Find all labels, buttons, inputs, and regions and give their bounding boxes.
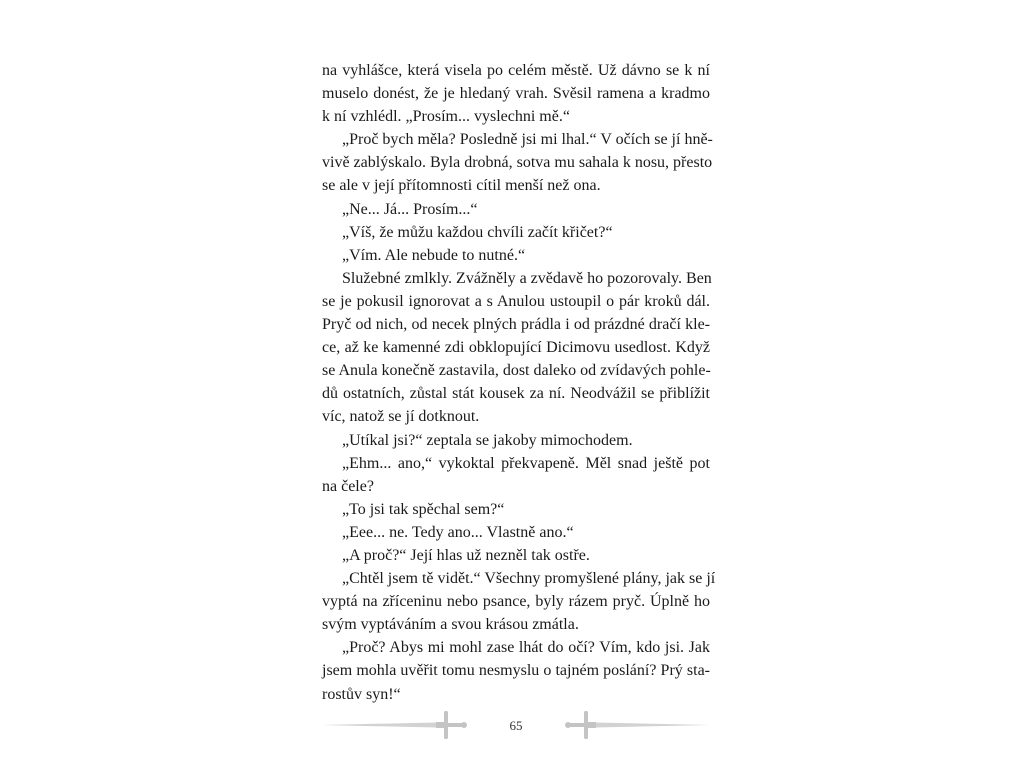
page-number: 65 [509,718,523,733]
text-line: muselo donést, že je hledaný vrah. Svěsil ramena a kradmo [322,85,710,103]
text-line: ce, až ke kamenné zdi obklopující Dicimovu usedlost. Když [322,339,710,357]
text-line: „A proč?“ Její hlas už nezněl tak ostře. [342,546,590,564]
body-text [322,59,716,706]
text-line: Pryč od nich, od necek plných prádla i od prázdné dračí kle- [322,316,710,334]
text-line: dů ostatních, zůstal stát kousek za ní. Neodvážil se přiblížit [322,385,710,403]
text-line: „Víš, že můžu každou chvíli začít křičet?“ [342,223,613,241]
text-line: „Ne... Já... Prosím...“ [342,200,478,218]
text-line: „Proč bych měla? Posledně jsi mi lhal.“ V očích se jí hně- [342,131,713,149]
text-line: se ale v její přítomnosti cítil menší než ona. [322,177,601,195]
text-line: vyptá na zříceninu nebo psance, byly rázem pryč. Úplně ho [322,593,710,611]
text-line: „Chtěl jsem tě vidět.“ Všechny promyšlené plány, jak se jí [342,570,716,588]
text-line: na vyhlášce, která visela po celém městě. Už dávno se k ní [322,62,710,79]
text-line: Služebné zmlkly. Zvážněly a zvědavě ho pozorovaly. Ben [342,269,712,287]
text-line: rostův syn!“ [322,685,401,703]
text-line: vivě zablýskalo. Byla drobná, sotva mu sahala k nosu, přesto [322,154,713,172]
text-line: „Proč? Abys mi mohl zase lhát do očí? Vím, kdo jsi. Jak [342,639,710,657]
text-line: „Ehm... ano,“ vykoktal překvapeně. Měl snad ještě pot [342,454,710,472]
text-line: se Anula konečně zastavila, dost daleko od zvídavých pohle- [322,362,711,380]
text-line: na čele? [322,477,374,495]
text-line: „Eee... ne. Tedy ano... Vlastně ano.“ [342,523,574,541]
text-line: svým vyptáváním a svou krásou zmátla. [322,616,579,634]
text-line: víc, natož se jí dotknout. [322,408,480,426]
page-footer [318,708,714,744]
text-line: k ní vzhlédl. „Prosím... vyslechni mě.“ [322,108,570,126]
text-line: se je pokusil ignorovat a s Anulou ustoupil o pár kroků dál. [322,292,710,310]
text-line: „Vím. Ale nebude to nutné.“ [342,246,526,264]
text-line: „Utíkal jsi?“ zeptala se jakoby mimochodem. [342,431,633,449]
text-line: jsem mohla uvěřit tomu nesmyslu o tajném poslání? Prý sta- [322,662,710,680]
text-line: „To jsi tak spěchal sem?“ [342,500,505,518]
